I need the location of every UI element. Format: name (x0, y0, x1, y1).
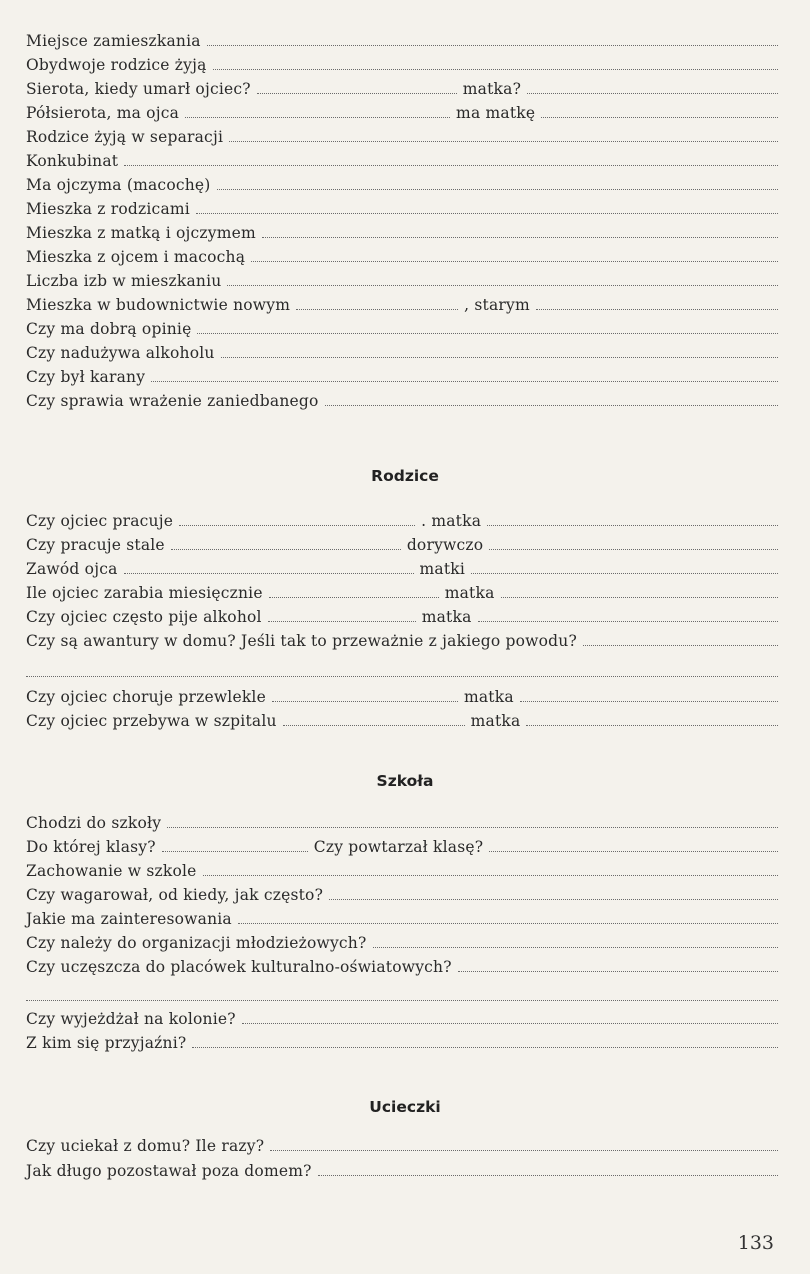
answer-line-continuation[interactable] (26, 1000, 778, 1001)
field-sublabel: , starym (464, 296, 530, 314)
answer-line[interactable] (520, 701, 778, 702)
field-label: Czy są awantury w domu? Jeśli tak to przeważnie z jakiego powodu? (26, 632, 577, 650)
field-label: Czy uciekał z domu? Ile razy? (26, 1137, 265, 1155)
answer-line[interactable] (536, 309, 778, 310)
field-label: Czy ojciec przebywa w szpitalu (26, 712, 277, 730)
answer-line[interactable] (487, 525, 778, 526)
field-label: Liczba izb w mieszkaniu (26, 272, 222, 290)
field-sublabel: matka? (462, 80, 522, 98)
answer-line[interactable] (373, 947, 779, 948)
answer-line[interactable] (478, 621, 778, 622)
field-label: Czy wagarował, od kiedy, jak często? (26, 886, 324, 904)
answer-line[interactable] (458, 971, 778, 972)
field-label: Rodzice żyją w separacji (26, 128, 224, 146)
field-sublabel: ma matkę (456, 104, 536, 122)
field-obydwoje-rodzice (26, 50, 778, 74)
field-liczba-izb (26, 266, 778, 290)
field-ojczym (26, 170, 778, 194)
answer-line[interactable] (489, 549, 778, 550)
answer-line[interactable] (192, 1047, 778, 1048)
field-label: Jakie ma zainteresowania (26, 910, 232, 928)
field-chodzi-do-szkoly (26, 808, 778, 832)
field-ojciec-pracuje (26, 506, 778, 530)
field-label: Czy ojciec choruje przewlekle (26, 688, 266, 706)
field-alkohol (26, 338, 778, 362)
field-placowki (26, 952, 778, 976)
field-label: Chodzi do szkoły (26, 814, 162, 832)
answer-line[interactable] (167, 827, 778, 828)
answer-line[interactable] (238, 923, 778, 924)
field-sierota (26, 74, 778, 98)
answer-line[interactable] (501, 597, 778, 598)
field-kolonie (26, 1004, 778, 1028)
answer-line[interactable] (527, 93, 778, 94)
field-karany (26, 362, 778, 386)
answer-line[interactable] (325, 405, 778, 406)
answer-line[interactable] (262, 237, 778, 238)
field-zawod-ojca (26, 554, 778, 578)
answer-line[interactable] (185, 117, 450, 118)
field-label: Konkubinat (26, 152, 119, 170)
answer-line[interactable] (242, 1023, 778, 1024)
field-z-matka-ojczymem (26, 218, 778, 242)
answer-line[interactable] (329, 899, 778, 900)
field-zainteresowania (26, 904, 778, 928)
field-label: Czy wyjeżdżał na kolonie? (26, 1010, 236, 1028)
field-sublabel: matka (421, 608, 472, 626)
field-label: Mieszka z rodzicami (26, 200, 190, 218)
page-number: 133 (737, 1232, 774, 1254)
section-heading-rodzice: Rodzice (371, 467, 439, 485)
field-label: Z kim się przyjaźni? (26, 1034, 187, 1052)
field-sublabel: . matka (421, 512, 482, 530)
field-sublabel: matka (463, 688, 514, 706)
answer-line[interactable] (229, 141, 778, 142)
field-label: Obydwoje rodzice żyją (26, 56, 207, 74)
answer-line[interactable] (162, 851, 308, 852)
field-label: Czy należy do organizacji młodzieżowych? (26, 934, 367, 952)
field-label: Mieszka z ojcem i macochą (26, 248, 246, 266)
answer-line[interactable] (221, 357, 778, 358)
field-sublabel: matki (419, 560, 466, 578)
answer-line[interactable] (541, 117, 778, 118)
field-label: Do której klasy? (26, 838, 156, 856)
field-polsierota (26, 98, 778, 122)
field-sublabel: Czy powtarzał klasę? (313, 838, 484, 856)
field-opinia (26, 314, 778, 338)
answer-line[interactable] (124, 165, 778, 166)
field-z-ojcem-macocha (26, 242, 778, 266)
field-label: Zawód ojca (26, 560, 118, 578)
answer-line[interactable] (270, 1150, 778, 1151)
answer-line[interactable] (196, 213, 778, 214)
field-pije-alkohol (26, 602, 778, 626)
field-label: Mieszka z matką i ojczymem (26, 224, 256, 242)
answer-line[interactable] (471, 573, 778, 574)
field-label: Ile ojciec zarabia miesięcznie (26, 584, 263, 602)
field-wagary (26, 880, 778, 904)
field-organizacje (26, 928, 778, 952)
section-heading-ucieczki: Ucieczki (369, 1098, 441, 1116)
field-sublabel: dorywczo (406, 536, 484, 554)
answer-line[interactable] (171, 549, 401, 550)
field-label: Mieszka w budownictwie nowym (26, 296, 291, 314)
answer-line[interactable] (269, 597, 439, 598)
answer-line[interactable] (207, 45, 778, 46)
field-choruje (26, 682, 778, 706)
field-szpital (26, 706, 778, 730)
answer-line[interactable] (251, 261, 778, 262)
answer-line[interactable] (197, 333, 778, 334)
field-label: Czy ojciec często pije alkohol (26, 608, 262, 626)
field-z-rodzicami (26, 194, 778, 218)
field-label: Czy nadużywa alkoholu (26, 344, 215, 362)
field-label: Półsierota, ma ojca (26, 104, 180, 122)
field-klasa (26, 832, 778, 856)
answer-line[interactable] (283, 725, 465, 726)
field-sublabel: matka (444, 584, 495, 602)
field-label: Zachowanie w szkole (26, 862, 197, 880)
answer-line[interactable] (151, 381, 778, 382)
section-heading-szkola: Szkoła (376, 772, 434, 790)
field-jak-dlugo (26, 1156, 778, 1180)
field-konkubinat (26, 146, 778, 170)
field-label: Sierota, kiedy umarł ojciec? (26, 80, 251, 98)
field-label: Czy pracuje stale (26, 536, 165, 554)
field-sublabel: matka (470, 712, 521, 730)
answer-line[interactable] (203, 875, 778, 876)
field-pracuje-stale (26, 530, 778, 554)
field-label: Ma ojczyma (macochę) (26, 176, 211, 194)
field-separacja (26, 122, 778, 146)
field-uciekal (26, 1131, 778, 1155)
answer-line[interactable] (583, 645, 778, 646)
field-przyjazni (26, 1028, 778, 1052)
answer-line[interactable] (296, 309, 458, 310)
field-label: Jak długo pozostawał poza domem? (26, 1162, 312, 1180)
field-label: Czy ojciec pracuje (26, 512, 174, 530)
answer-line[interactable] (257, 93, 457, 94)
field-label: Czy sprawia wrażenie zaniedbanego (26, 392, 319, 410)
field-zaniedbany (26, 386, 778, 410)
field-label: Miejsce zamieszkania (26, 32, 201, 50)
field-zachowanie (26, 856, 778, 880)
answer-line[interactable] (489, 851, 778, 852)
answer-line[interactable] (318, 1175, 778, 1176)
answer-line[interactable] (526, 725, 778, 726)
answer-line[interactable] (227, 285, 778, 286)
field-budownictwo (26, 290, 778, 314)
answer-line[interactable] (272, 701, 458, 702)
answer-line[interactable] (268, 621, 416, 622)
field-zarabia (26, 578, 778, 602)
field-label: Czy był karany (26, 368, 146, 386)
field-awantury (26, 626, 778, 650)
answer-line[interactable] (179, 525, 415, 526)
field-label: Czy ma dobrą opinię (26, 320, 192, 338)
answer-line[interactable] (217, 189, 778, 190)
answer-line-continuation[interactable] (26, 676, 778, 677)
answer-line[interactable] (213, 69, 778, 70)
field-label: Czy uczęszcza do placówek kulturalno-oświatowych? (26, 958, 452, 976)
answer-line[interactable] (124, 573, 414, 574)
field-miejsce-zamieszkania (26, 26, 778, 50)
